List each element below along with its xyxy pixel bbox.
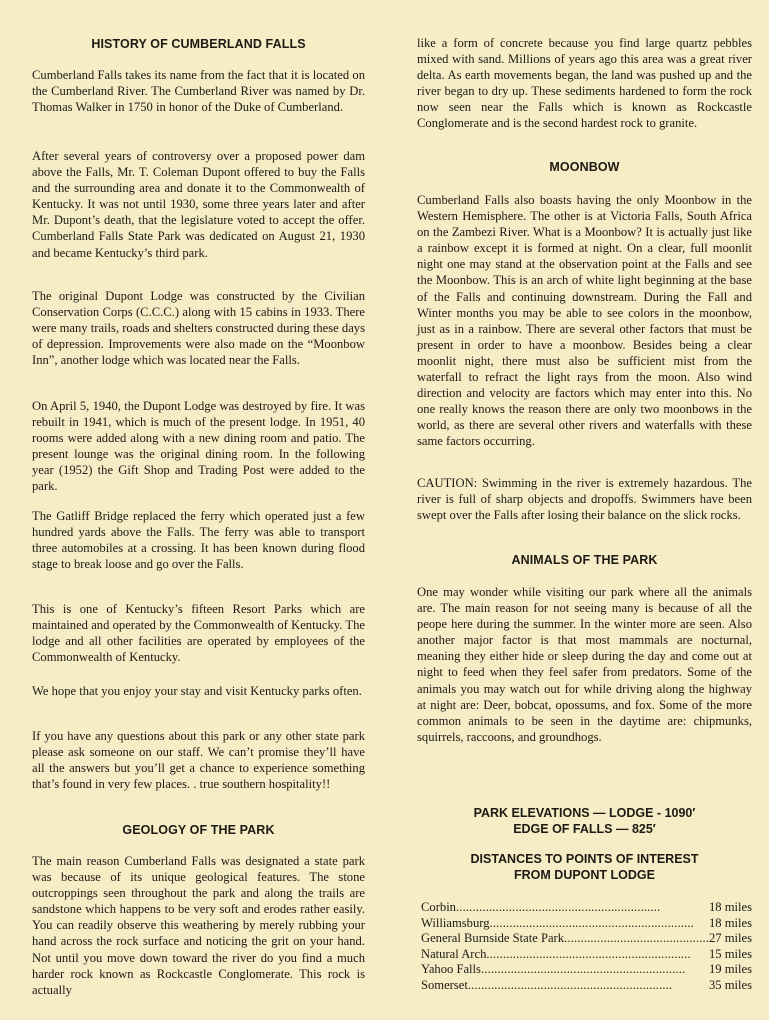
dot-leader	[490, 916, 709, 932]
distances-list	[421, 900, 752, 993]
list-item	[421, 947, 752, 963]
dot-leader	[481, 962, 709, 978]
list-item	[421, 900, 752, 916]
distances-heading	[417, 851, 752, 883]
distance-place: Yahoo Falls	[421, 962, 481, 976]
distance-place: Williamsburg	[421, 915, 490, 930]
distance-miles: 19 miles	[708, 962, 752, 976]
animals-heading: ANIMALS OF THE PARK	[511, 553, 658, 567]
history-paragraph-8: If you have any questions about this park or any other state park please ask someone on our staff. We can’t promise they’ll have all the answers but you’ll get a chance to experience something that’s found in very few places. . true southern hospitality!!	[32, 729, 365, 792]
elevations-falls: EDGE OF FALLS — 825′	[513, 822, 656, 836]
distance-place: Natural Arch	[421, 946, 487, 961]
distance-miles: 18 miles	[708, 900, 752, 914]
history-paragraph-1: Cumberland Falls takes its name from the fact that it is located on the Cumberland River. The Cumberland River was named by Dr. Thomas Walker in 1750 in honor of the Duke of Cumberland.	[32, 68, 365, 115]
history-paragraph-6: This is one of Kentucky’s fifteen Resort Parks which are maintained and operated by the Commonwealth of Kentucky. The lodge and all other facilities are operated by employees of the Commonwealth of Kentucky.	[32, 602, 365, 665]
distance-place: Somerset	[421, 977, 468, 992]
distance-place: General Burnside State Park	[421, 931, 565, 945]
elevations-lodge: PARK ELEVATIONS — LODGE - 1090′	[473, 806, 696, 820]
distance-miles: 15 miles	[708, 946, 752, 961]
geology-heading: GEOLOGY OF THE PARK	[122, 823, 275, 837]
list-item	[421, 962, 752, 978]
dot-leader	[468, 978, 709, 994]
park-elevations	[417, 805, 752, 837]
dot-leader	[486, 947, 709, 963]
distance-miles: 18 miles	[708, 915, 752, 930]
caution-paragraph: CAUTION: Swimming in the river is extremely hazardous. The river is full of sharp objects and dropoffs. Swimmers have been swept over the Falls after losing their balance on the slick rocks.	[417, 476, 752, 523]
dot-leader	[564, 931, 709, 947]
history-heading: HISTORY OF CUMBERLAND FALLS	[91, 37, 306, 51]
geology-continued-paragraph: like a form of concrete because you find large quartz pebbles mixed with sand. Millions of years ago this area was a great river delta. As earth movements began, the land was pushed up and the river began to dry up. These sediments hardened to form the rock now seen near the Falls which is known as Rockcastle Conglomerate and is the second hardest rock to granite.	[417, 36, 752, 131]
history-paragraph-4: On April 5, 1940, the Dupont Lodge was destroyed by fire. It was rebuilt in 1941, which is much of the present lodge. In 1951, 40 rooms were added along with a new dining room and patio. The present lounge was the original dining room. In the following year (1952) the Gift Shop and Trading Post were added to the park.	[32, 399, 365, 494]
history-paragraph-2: After several years of controversy over a proposed power dam above the Falls, Mr. T. Coleman Dupont offered to buy the Falls and the surrounding area and donate it to the Commonwealth of Kentucky. It was not until 1930, some three years later and after Mr. Dupont’s death, that the legislature voted to accept the offer. Cumberland Falls State Park was dedicated on August 21, 1930 and became Kentucky’s third park.	[32, 149, 365, 260]
moonbow-heading: MOONBOW	[549, 160, 620, 174]
distances-heading-line-2: FROM DUPONT LODGE	[514, 868, 655, 882]
history-paragraph-7: We hope that you enjoy your stay and visit Kentucky parks often.	[32, 684, 362, 698]
distances-heading-line-1: DISTANCES TO POINTS OF INTEREST	[470, 852, 699, 866]
history-paragraph-5: The Gatliff Bridge replaced the ferry which operated just a few hundred yards above the Falls. The ferry was able to transport three automobiles at a crossing. It has been known during flood stage to break loose and go over the Falls.	[32, 509, 365, 572]
list-item	[421, 978, 752, 994]
history-paragraph-3: The original Dupont Lodge was constructed by the Civilian Conservation Corps (C.C.C.) along with 15 cabins in 1933. There were many trails, roads and shelters constructed during these days of depression. Improvements were also made on the “Moonbow Inn”, another lodge which was located near the Falls.	[32, 289, 365, 368]
distance-place: Corbin	[421, 900, 456, 914]
geology-paragraph: The main reason Cumberland Falls was designated a state park was because of its unique geological features. The stone outcroppings seen throughout the park and along the trails are sandstone which happens to be very soft and erodes rather easily. You can readily observe this weathering by merely rubbing your hand across the rock surface and noticing the grit on your hand. Not until you move down toward the river do you find a much harder rock known as Rockcastle Conglomerate. This rock is actually	[32, 854, 365, 997]
list-item	[421, 916, 752, 932]
distance-miles: 35 miles	[708, 977, 752, 992]
dot-leader	[456, 900, 709, 916]
list-item	[421, 931, 752, 947]
moonbow-paragraph: Cumberland Falls also boasts having the only Moonbow in the Western Hemisphere. The other is at Victoria Falls, South Africa on the Zambezi River. What is a Moonbow? It is actually just like a rainbow except it is formed at night. On a clear, full moonlit night one may stand at the observation point at the Falls and see the Moonbow. This is an arch of white light beginning at the base of the Falls and continuing downstream. During the Fall and Winter months you may be able to see colors in the moonbow, just as in a rainbow. There are several other factors that must be present in order to have a moonbow. Besides being a clear moonlit night, there must also be sufficient mist from the waterfall to refract the light rays from the moon. Also wind direction and velocity are factors which may enter into this. No one really knows the reason there are only two moonbows in the world, as there are several other rivers and waterfalls with these same factors occurring.	[417, 193, 752, 449]
animals-paragraph: One may wonder while visiting our park where all the animals are. The main reason for not seeing many is because of all the peope here during the summer. In the winter more are seen. Also another major factor is that most mammals are nocturnal, meaning they either hide or sleep during the day and come out at night to feed when they feel safer from predators. Some of the animals you may watch out for while driving along the highway at night are: Deer, bobcat, opossums, and fox. Some of the more common animals to be seen in the daytime are: chipmunks, squirrels, raccoons, and groundhogs.	[417, 585, 752, 744]
distance-miles: 27 miles	[708, 931, 752, 945]
